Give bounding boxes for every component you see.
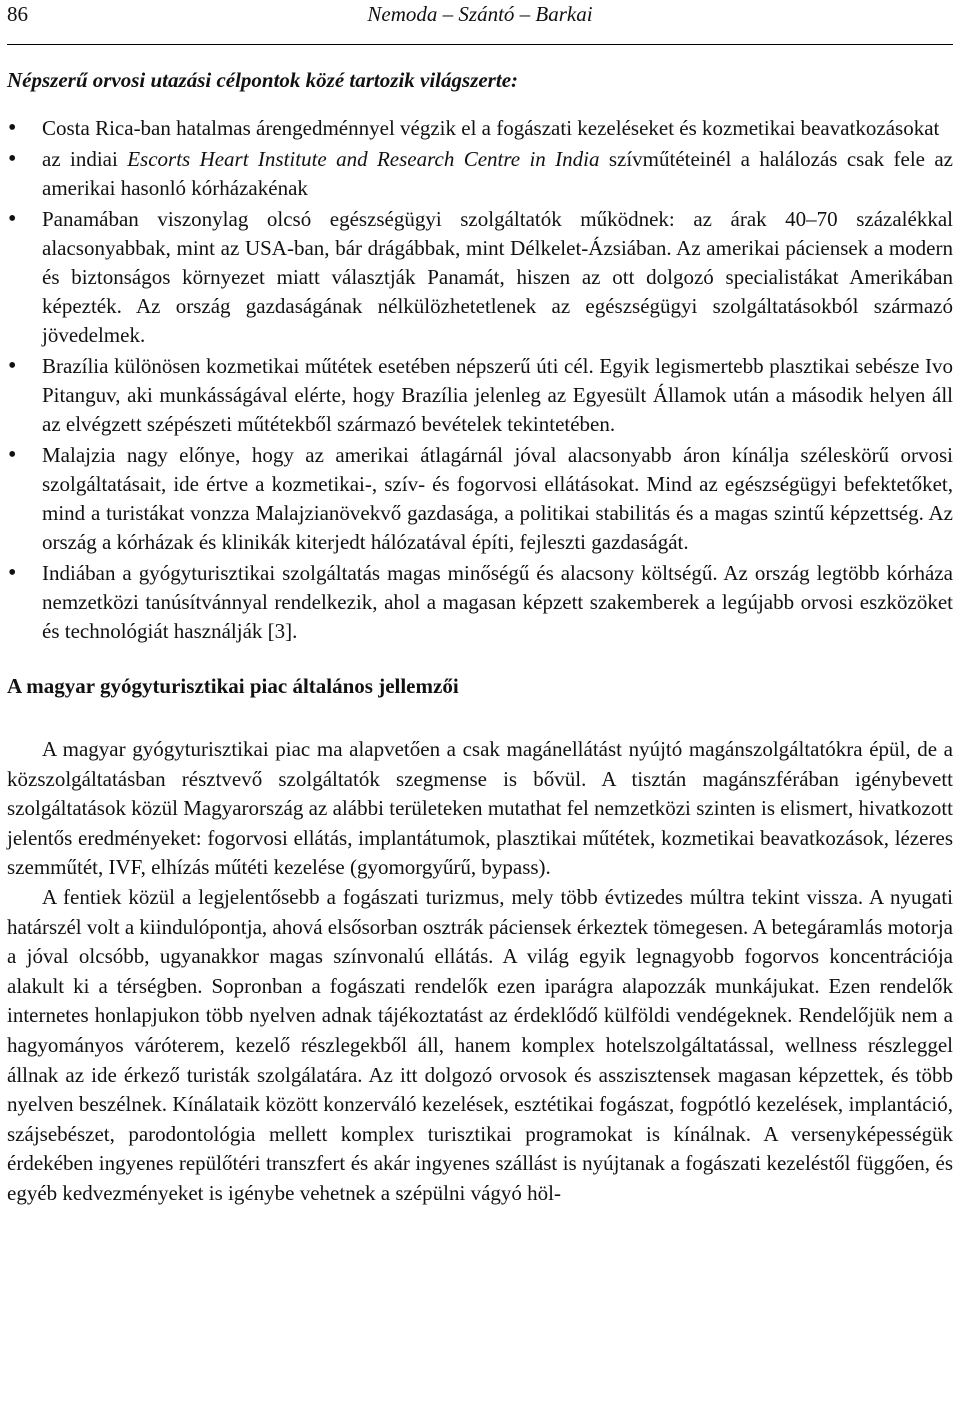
section-title: A magyar gyógyturisztikai piac általános jellemzői: [7, 674, 459, 698]
list-item-text: az indiai: [42, 147, 128, 171]
list-item: [7, 145, 953, 203]
body-paragraph: A magyar gyógyturisztikai piac ma alapvetően a csak magánellátást nyújtó magánszolgáltatókra épül, de a közszolgáltatásban résztvevő szolgáltatók szegmense is bővül. A tisztán magánszférában igénybevett szolgáltatások közül Magyarország az alábbi területeken mutathat fel nemzetközi szinten is elismert, hivatkozott jelentős eredményeket: fogorvosi ellátás, implantátumok, plasztikai műtétek, kozmetikai beavatkozások, lézeres szemműtét, IVF, elhízás műtéti kezelése (gyomorgyűrű, bypass).: [7, 737, 953, 880]
institute-name: Escorts Heart Institute and Research Centre in India: [127, 147, 600, 171]
list-item-text: szívműtéteinél a halálozás csak fele az amerikai hasonló kórházakénak: [42, 147, 953, 200]
list-item: • Panamában viszonylag olcsó egészségügyi szolgáltatók működnek: az árak 40–70 százalékkal alacsonyabbak, mint az USA-ban, bár drágábbak, mint Délkelet-Ázsiában. Az amerikai páciensek a modern és biztonságos környezet miatt választják Panamát, hiszen az ott dolgozó specialistákat Amerikában képezték. Az ország gazdaságának nélkülözhetetlenek az egészségügyi szolgáltatásokból származó jövedelmek.: [7, 205, 953, 350]
page-header: [7, 0, 953, 45]
intro-heading: Népszerű orvosi utazási célpontok közé tartozik világszerte:: [7, 68, 519, 92]
destination-list: [7, 114, 953, 646]
running-title: Nemoda – Szántó – Barkai: [367, 2, 593, 26]
list-item: • Brazília különösen kozmetikai műtétek esetében népszerű úti cél. Egyik legismertebb plasztikai sebésze Ivo Pitanguv, aki munkásságával elérte, hogy Brazília jelenleg az Egyesült Államok után a második helyen áll az elvégzett szépészeti műtétekből származó bevételek tekintetében.: [7, 352, 953, 439]
list-item: • Costa Rica-ban hatalmas árengedménnyel végzik el a fogászati kezeléseket és kozmetikai beavatkozásokat: [7, 114, 953, 143]
document-page: [7, 0, 953, 1209]
list-item: • Malajzia nagy előnye, hogy az amerikai átlagárnál jóval alacsonyabb áron kínálja széleskörű orvosi szolgáltatásait, ide értve a kozmetikai-, szív- és fogorvosi ellátásokat. Mind az egészségügyi befektetőket, mind a turistákat vonzza Malajzianövekvő gazdasága, a politikai stabilitás és a magas szintű képzettség. Az ország a kórházak és klinikák kiterjedt hálózatával építi, fejleszti gazdaságát.: [7, 441, 953, 557]
list-item: • Indiában a gyógyturisztikai szolgáltatás magas minőségű és alacsony költségű. Az ország legtöbb kórháza nemzetközi tanúsítvánnyal rendelkezik, ahol a magasan képzett szakemberek a legújabb orvosi eszközöket és technológiát használják [3].: [7, 559, 953, 646]
page-number: 86: [7, 2, 28, 26]
body-paragraph: A fentiek közül a legjelentősebb a fogászati turizmus, mely több évtizedes múltra tekint vissza. A nyugati határszél volt a kiindulópontja, ahová elsősorban osztrák páciensek érkeztek tömegesen. A betegáramlás motorja a jóval olcsóbb, ugyanakkor magas színvonalú ellátás. A világ egyik legnagyobb fogorvos koncentrációja alakult ki a térségben. Sopronban a fogászati rendelők ezen iparágra alapozzák munkájukat. Ezen rendelők internetes honlapjukon több nyelven adnak tájékoztatást az érdeklődő külföldi vendégeknek. Rendelőjük nem a hagyományos váróterem, kezelő részlegekből áll, hanem komplex hotelszolgáltatással, wellness részleggel állnak az ide érkező turisták szolgálatára. Az itt dolgozó orvosok és asszisztensek magasan képzettek, és több nyelven beszélnek. Kínálataik között konzerváló kezelések, esztétikai fogászat, fogpótló kezelések, implantáció, szájsebészet, parodontológia mellett komplex turisztikai programokat is kínálnak. A versenyképességük érdekében ingyenes repülőtéri transzfert és akár ingyenes szállást is nyújtanak a fogászati kezeléstől függően, és egyéb kedvezményeket is igénybe vehetnek a szépülni vágyó höl-: [7, 884, 953, 1205]
